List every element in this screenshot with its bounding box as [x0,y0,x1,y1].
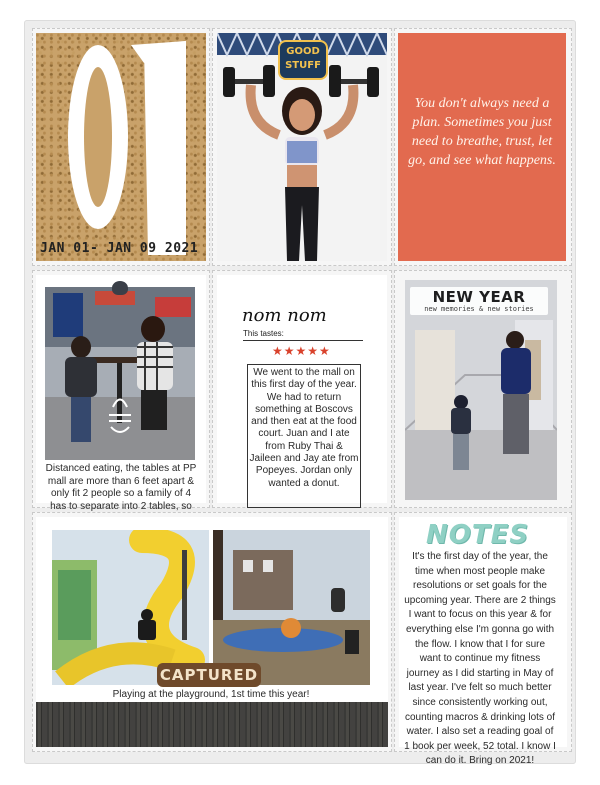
notes-body: It's the first day of the year, the time when most people make resolutions or set goals for the upcoming year. There are 2 things I want to focus on this year & for everything else I'm gonna go with the flow. I know that I for sure want to continue my fitness journey as I did starting in May of last year. I've felt so much better since consistently working out, counting macros & drinking lots of water. I also set a reading goal of 1 book per week, 52 total. I know I can do it. Bring on 2021! [404,551,556,767]
badge-line-2: STUFF [285,60,321,71]
big-number-01 [36,33,206,261]
slide-photo [52,530,209,685]
divider-line [243,340,363,341]
woodgrain-strip [36,702,388,747]
good-stuff-badge [278,40,328,80]
new-year-title: NEW YEAR [432,288,526,306]
notes-title: NOTES [426,520,530,550]
date-range: JAN 01- JAN 09 2021 [40,241,199,256]
tastes-label: This tastes: [243,329,284,338]
new-year-banner [410,287,548,315]
dinosaur-photo [213,530,370,685]
star-rating: ★★★★★ [272,344,331,358]
heart-charm [112,281,128,295]
new-year-subtitle: new memories & new stories [424,305,534,313]
mall-photo [45,287,195,460]
badge-line-1: GOOD [286,46,320,57]
quote-text: You don't always need a plan. Sometimes you just need to breathe, trust, let go, and see what happens. [408,96,556,168]
captured-stamp: CAPTURED [157,663,261,687]
nom-nom-title: nom nom [242,305,327,326]
playground-caption: Playing at the playground, 1st time this year! [112,689,310,700]
mall-caption: Distanced eating, the tables at PP mall are more than 6 feet apart & only fit 2 people so a family of 4 has to separate into 2 tables, so [45,463,197,512]
nom-story: We went to the mall on this first day of the year. We had to return something at Boscovs and then eat at the food court. Juan and I ate from Ruby Thai & Jaileen and Jay ate from Popeyes. Jordan only wanted a donut. [249,367,359,489]
